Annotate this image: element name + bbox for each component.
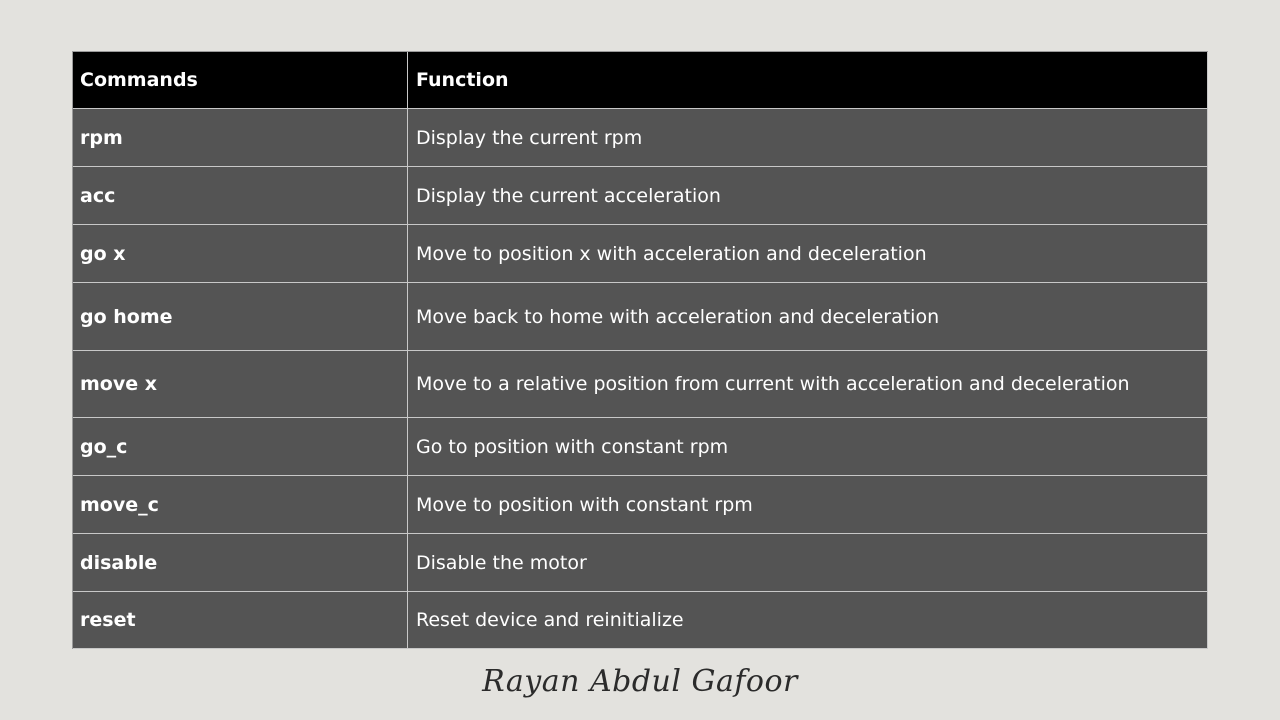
function-cell: Move back to home with acceleration and deceleration xyxy=(408,283,1208,351)
command-cell: reset xyxy=(73,592,408,649)
table-row xyxy=(73,167,1208,225)
table-row xyxy=(73,592,1208,649)
command-cell: acc xyxy=(73,167,408,225)
table-row xyxy=(73,225,1208,283)
table-row xyxy=(73,351,1208,418)
command-cell: rpm xyxy=(73,109,408,167)
function-cell: Move to a relative position from current with acceleration and deceleration xyxy=(408,351,1208,418)
table-header-row xyxy=(73,52,1208,109)
table-row xyxy=(73,109,1208,167)
function-cell: Display the current acceleration xyxy=(408,167,1208,225)
command-cell: move x xyxy=(73,351,408,418)
author-signature: Rayan Abdul Gafoor xyxy=(482,664,798,699)
function-cell: Move to position x with acceleration and deceleration xyxy=(408,225,1208,283)
function-cell: Disable the motor xyxy=(408,534,1208,592)
header-commands: Commands xyxy=(73,52,408,109)
table-row xyxy=(73,283,1208,351)
table-row xyxy=(73,476,1208,534)
command-cell: disable xyxy=(73,534,408,592)
table-row xyxy=(73,534,1208,592)
function-cell: Move to position with constant rpm xyxy=(408,476,1208,534)
command-cell: go_c xyxy=(73,418,408,476)
command-cell: go home xyxy=(73,283,408,351)
function-cell: Display the current rpm xyxy=(408,109,1208,167)
commands-table xyxy=(72,51,1208,649)
function-cell: Reset device and reinitialize xyxy=(408,592,1208,649)
table-row xyxy=(73,418,1208,476)
function-cell: Go to position with constant rpm xyxy=(408,418,1208,476)
command-cell: move_c xyxy=(73,476,408,534)
header-function: Function xyxy=(408,52,1208,109)
command-cell: go x xyxy=(73,225,408,283)
